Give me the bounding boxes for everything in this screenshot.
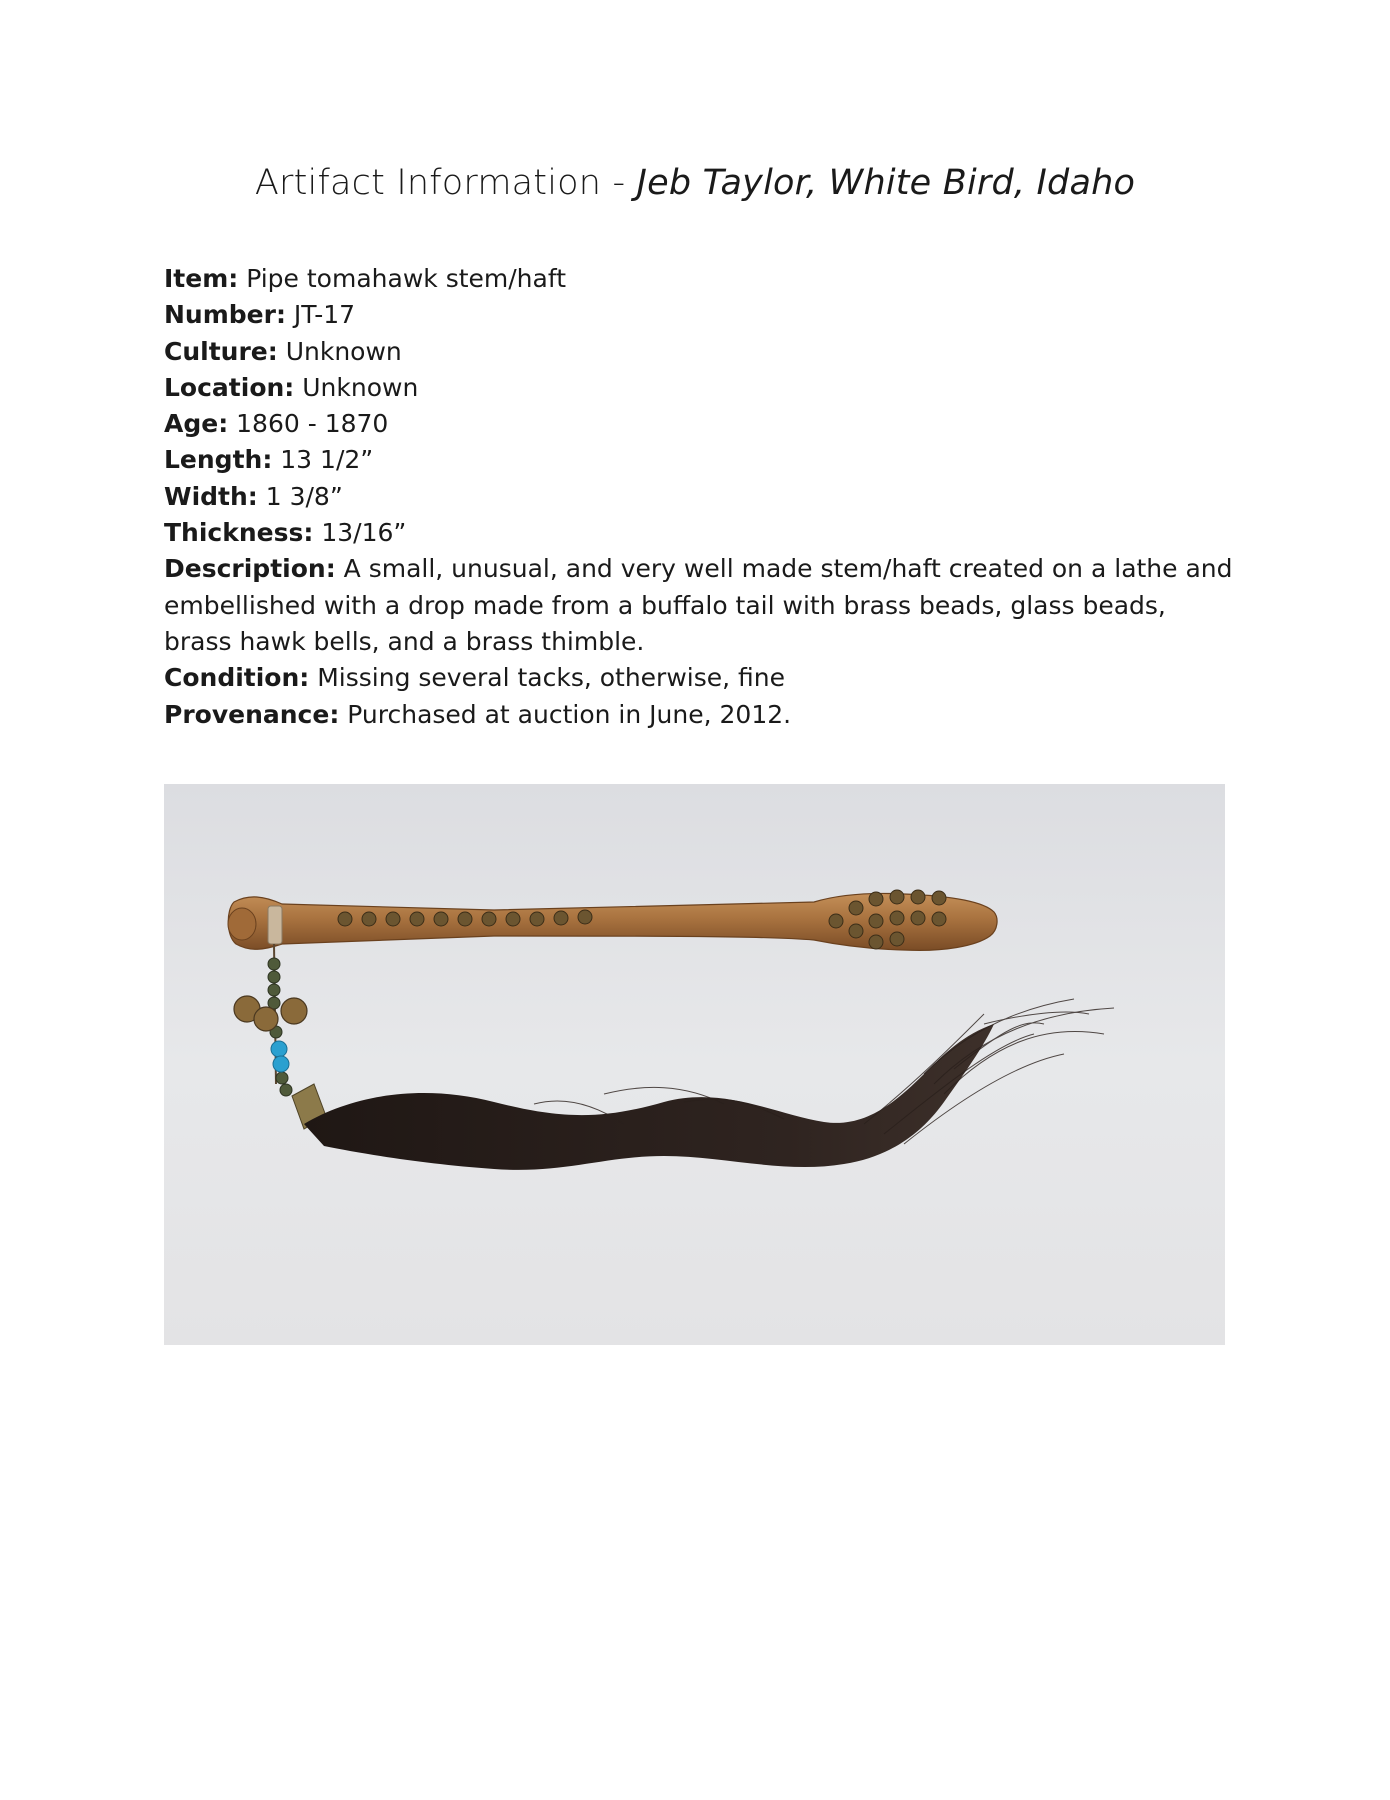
field-label: Age: xyxy=(164,409,229,439)
field-value: 13 1/2” xyxy=(272,445,374,475)
field-condition xyxy=(164,660,1239,696)
field-value: 13/16” xyxy=(313,518,407,548)
field-value: 1 3/8” xyxy=(257,481,343,511)
field-label: Number: xyxy=(164,300,286,330)
field-value: JT-17 xyxy=(285,300,356,330)
field-label: Item: xyxy=(164,264,239,293)
field-value: A small, unusual, and very well made stem/haft created on a lathe and embellished with a drop made from a buffalo tail with brass beads, glass beads, brass hawk bells, and a brass thimble. xyxy=(164,554,1233,656)
artifact-fields xyxy=(164,261,1239,733)
field-label: Length: xyxy=(164,445,273,475)
field-value: Purchased at auction in June, 2012. xyxy=(339,699,792,729)
field-label: Condition: xyxy=(164,663,310,693)
field-length xyxy=(164,442,1239,478)
field-label: Location: xyxy=(164,372,295,402)
title-prefix: Artifact Information - xyxy=(254,163,637,203)
field-value: Unknown xyxy=(277,336,402,366)
field-culture xyxy=(164,334,1239,370)
field-location xyxy=(164,370,1239,406)
photo-background xyxy=(164,784,1225,1345)
page-title xyxy=(0,163,1390,203)
field-label: Thickness: xyxy=(164,518,314,548)
field-label: Description: xyxy=(164,554,336,584)
title-owner-location: Jeb Taylor, White Bird, Idaho xyxy=(636,163,1136,203)
field-value: Missing several tacks, otherwise, fine xyxy=(309,663,786,693)
field-width xyxy=(164,479,1239,515)
field-provenance xyxy=(164,697,1239,733)
field-label: Width: xyxy=(164,481,258,511)
field-value: Pipe tomahawk stem/haft xyxy=(238,264,566,293)
field-value: Unknown xyxy=(294,372,419,402)
field-item xyxy=(164,261,1239,297)
field-thickness xyxy=(164,515,1239,551)
field-label: Provenance: xyxy=(164,699,340,729)
field-number xyxy=(164,297,1239,333)
field-label: Culture: xyxy=(164,336,278,366)
artifact-photo xyxy=(164,784,1225,1345)
field-description xyxy=(164,551,1239,660)
field-age xyxy=(164,406,1239,442)
field-value: 1860 - 1870 xyxy=(228,409,389,439)
